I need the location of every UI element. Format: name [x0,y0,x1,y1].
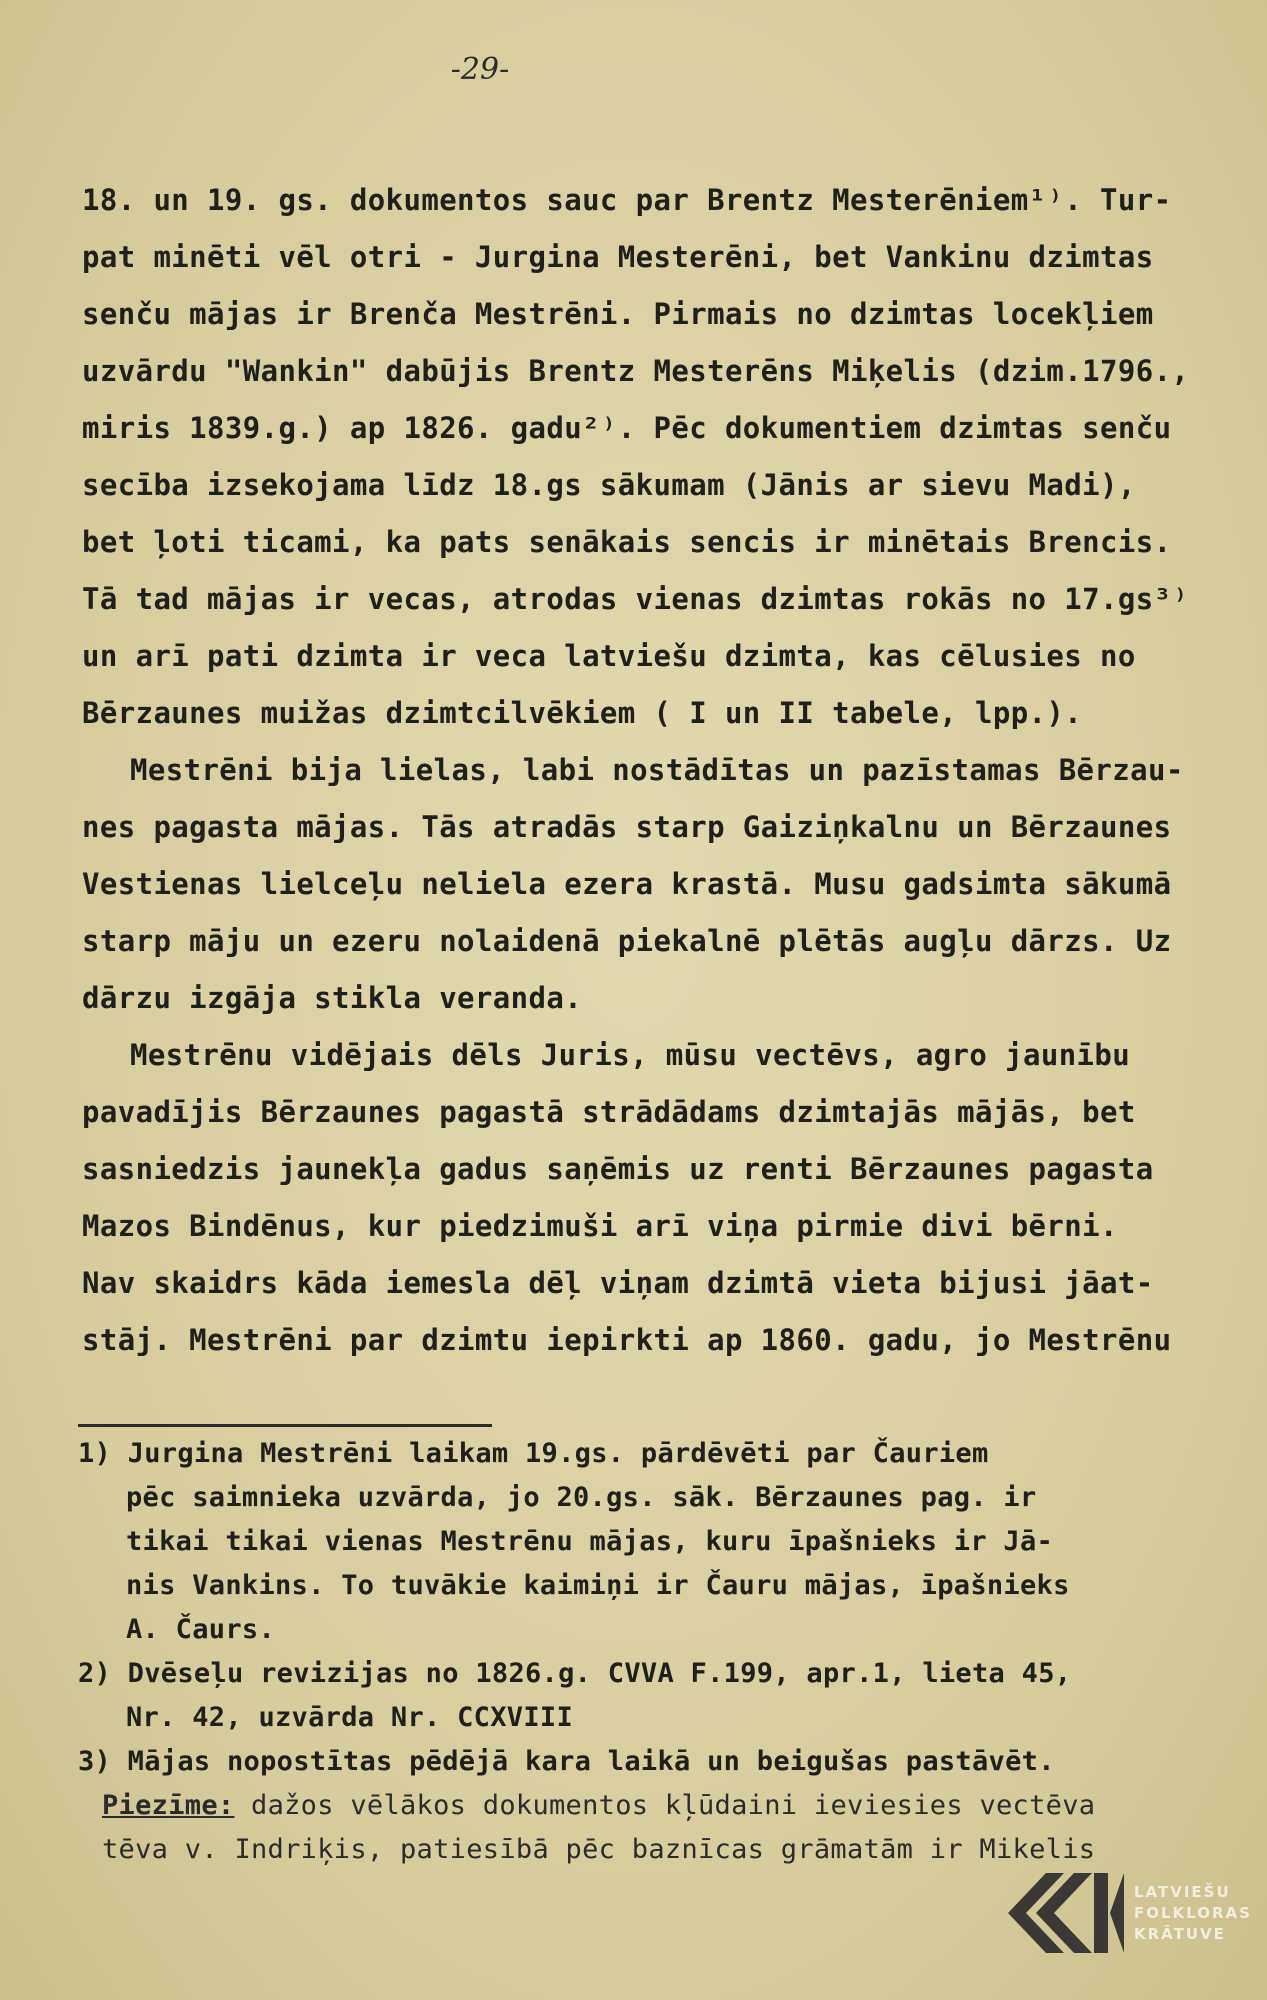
note-line-1 [78,1784,1188,1828]
body-line-13: Vestienas lielceļu neliela ezera krastā. Musu gadsimta sākumā [82,867,1172,901]
note-label: Piezīme: [102,1790,235,1821]
footnote-1-line-1: 1) Jurgina Mestrēni laikam 19.gs. pārdēvēti par Čauriem [78,1438,989,1469]
body-line-5: miris 1839.g.) ap 1826. gadu²⁾. Pēc dokumentiem dzimtas senču [82,411,1172,445]
footnote-1-line-4: nis Vankins. To tuvākie kaimiņi ir Čauru mājas, īpašnieks [126,1570,1070,1601]
body-text [82,172,1192,1369]
body-line-6: secība izsekojama līdz 18.gs sākumam (Jānis ar sievu Madi), [82,468,1136,502]
body-line-15: dārzu izgāja stikla veranda. [82,981,583,1015]
body-line-11: Mestrēni bija lielas, labi nostādītas un pazīstamas Bērzau- [130,753,1184,787]
logo-line-2: FOLKLORAS [1134,1903,1252,1922]
body-line-14: starp māju un ezeru nolaidenā piekalnē plētās augļu dārzs. Uz [82,924,1172,958]
body-line-3: senču mājas ir Brenča Mestrēni. Pirmais no dzimtas locekļiem [82,297,1154,331]
body-line-21: stāj. Mestrēni par dzimtu iepirkti ap 1860. gadu, jo Mestrēnu [82,1323,1172,1357]
note-text: dažos vēlākos dokumentos kļūdaini ieviesies vectēva [234,1790,1096,1821]
body-line-1: 18. un 19. gs. dokumentos sauc par Brentz Mesterēniem¹⁾. Tur- [82,183,1172,217]
footnote-1-line-2: pēc saimnieka uzvārda, jo 20.gs. sāk. Bērzaunes pag. ir [126,1482,1037,1513]
body-line-10: Bērzaunes muižas dzimtcilvēkiem ( I un II tabele, lpp.). [82,696,1083,730]
archive-logo [1006,1843,1256,1983]
body-line-9: un arī pati dzimta ir veca latviešu dzimta, kas cēlusies no [82,639,1136,673]
footnote-3: 3) Mājas nopostītas pēdējā kara laikā un beigušas pastāvēt. [78,1746,1055,1777]
footnote-2-line-1: 2) Dvēseļu revizijas no 1826.g. CVVA F.199, apr.1, lieta 45, [78,1658,1072,1689]
footnote-2-line-2: Nr. 42, uzvārda Nr. CCXVIII [126,1702,573,1733]
body-line-20: Nav skaidrs kāda iemesla dēļ viņam dzimtā vieta bijusi jāat- [82,1266,1154,1300]
body-line-8: Tā tad mājas ir vecas, atrodas vienas dzimtas rokās no 17.gs³⁾ [82,582,1190,616]
footnotes [78,1432,1188,1872]
body-line-2: pat minēti vēl otri - Jurgina Mesterēni, bet Vankinu dzimtas [82,240,1154,274]
body-line-12: nes pagasta mājas. Tās atradās starp Gaiziņkalnu un Bērzaunes [82,810,1172,844]
logo-text [1134,1882,1252,1945]
body-line-16: Mestrēnu vidējais dēls Juris, mūsu vectēvs, agro jaunību [130,1038,1131,1072]
body-line-17: pavadījis Bērzaunes pagastā strādādams dzimtajās mājās, bet [82,1095,1136,1129]
logo-line-1: LATVIEŠU [1134,1882,1231,1901]
footnote-1-line-5: A. Čaurs. [126,1614,275,1645]
note-line-2: tēva v. Indriķis, patiesībā pēc baznīcas grāmatām ir Mikelis [102,1834,1096,1865]
footnote-1-line-3: tikai tikai vienas Mestrēnu mājas, kuru īpašnieks ir Jā- [126,1526,1054,1557]
page-number: -29- [450,52,510,87]
footnote-divider [78,1424,492,1427]
logo-line-3: KRĀTUVE [1134,1924,1226,1943]
lfk-logo-icon [1006,1863,1126,1963]
body-line-7: bet ļoti ticami, ka pats senākais sencis ir minētais Brencis. [82,525,1172,559]
body-line-19: Mazos Bindēnus, kur piedzimuši arī viņa pirmie divi bērni. [82,1209,1118,1243]
body-line-4: uzvārdu "Wankin" dabūjis Brentz Mesterēns Miķelis (dzim.1796., [82,354,1190,388]
body-line-18: sasniedzis jaunekļa gadus saņēmis uz renti Bērzaunes pagasta [82,1152,1154,1186]
